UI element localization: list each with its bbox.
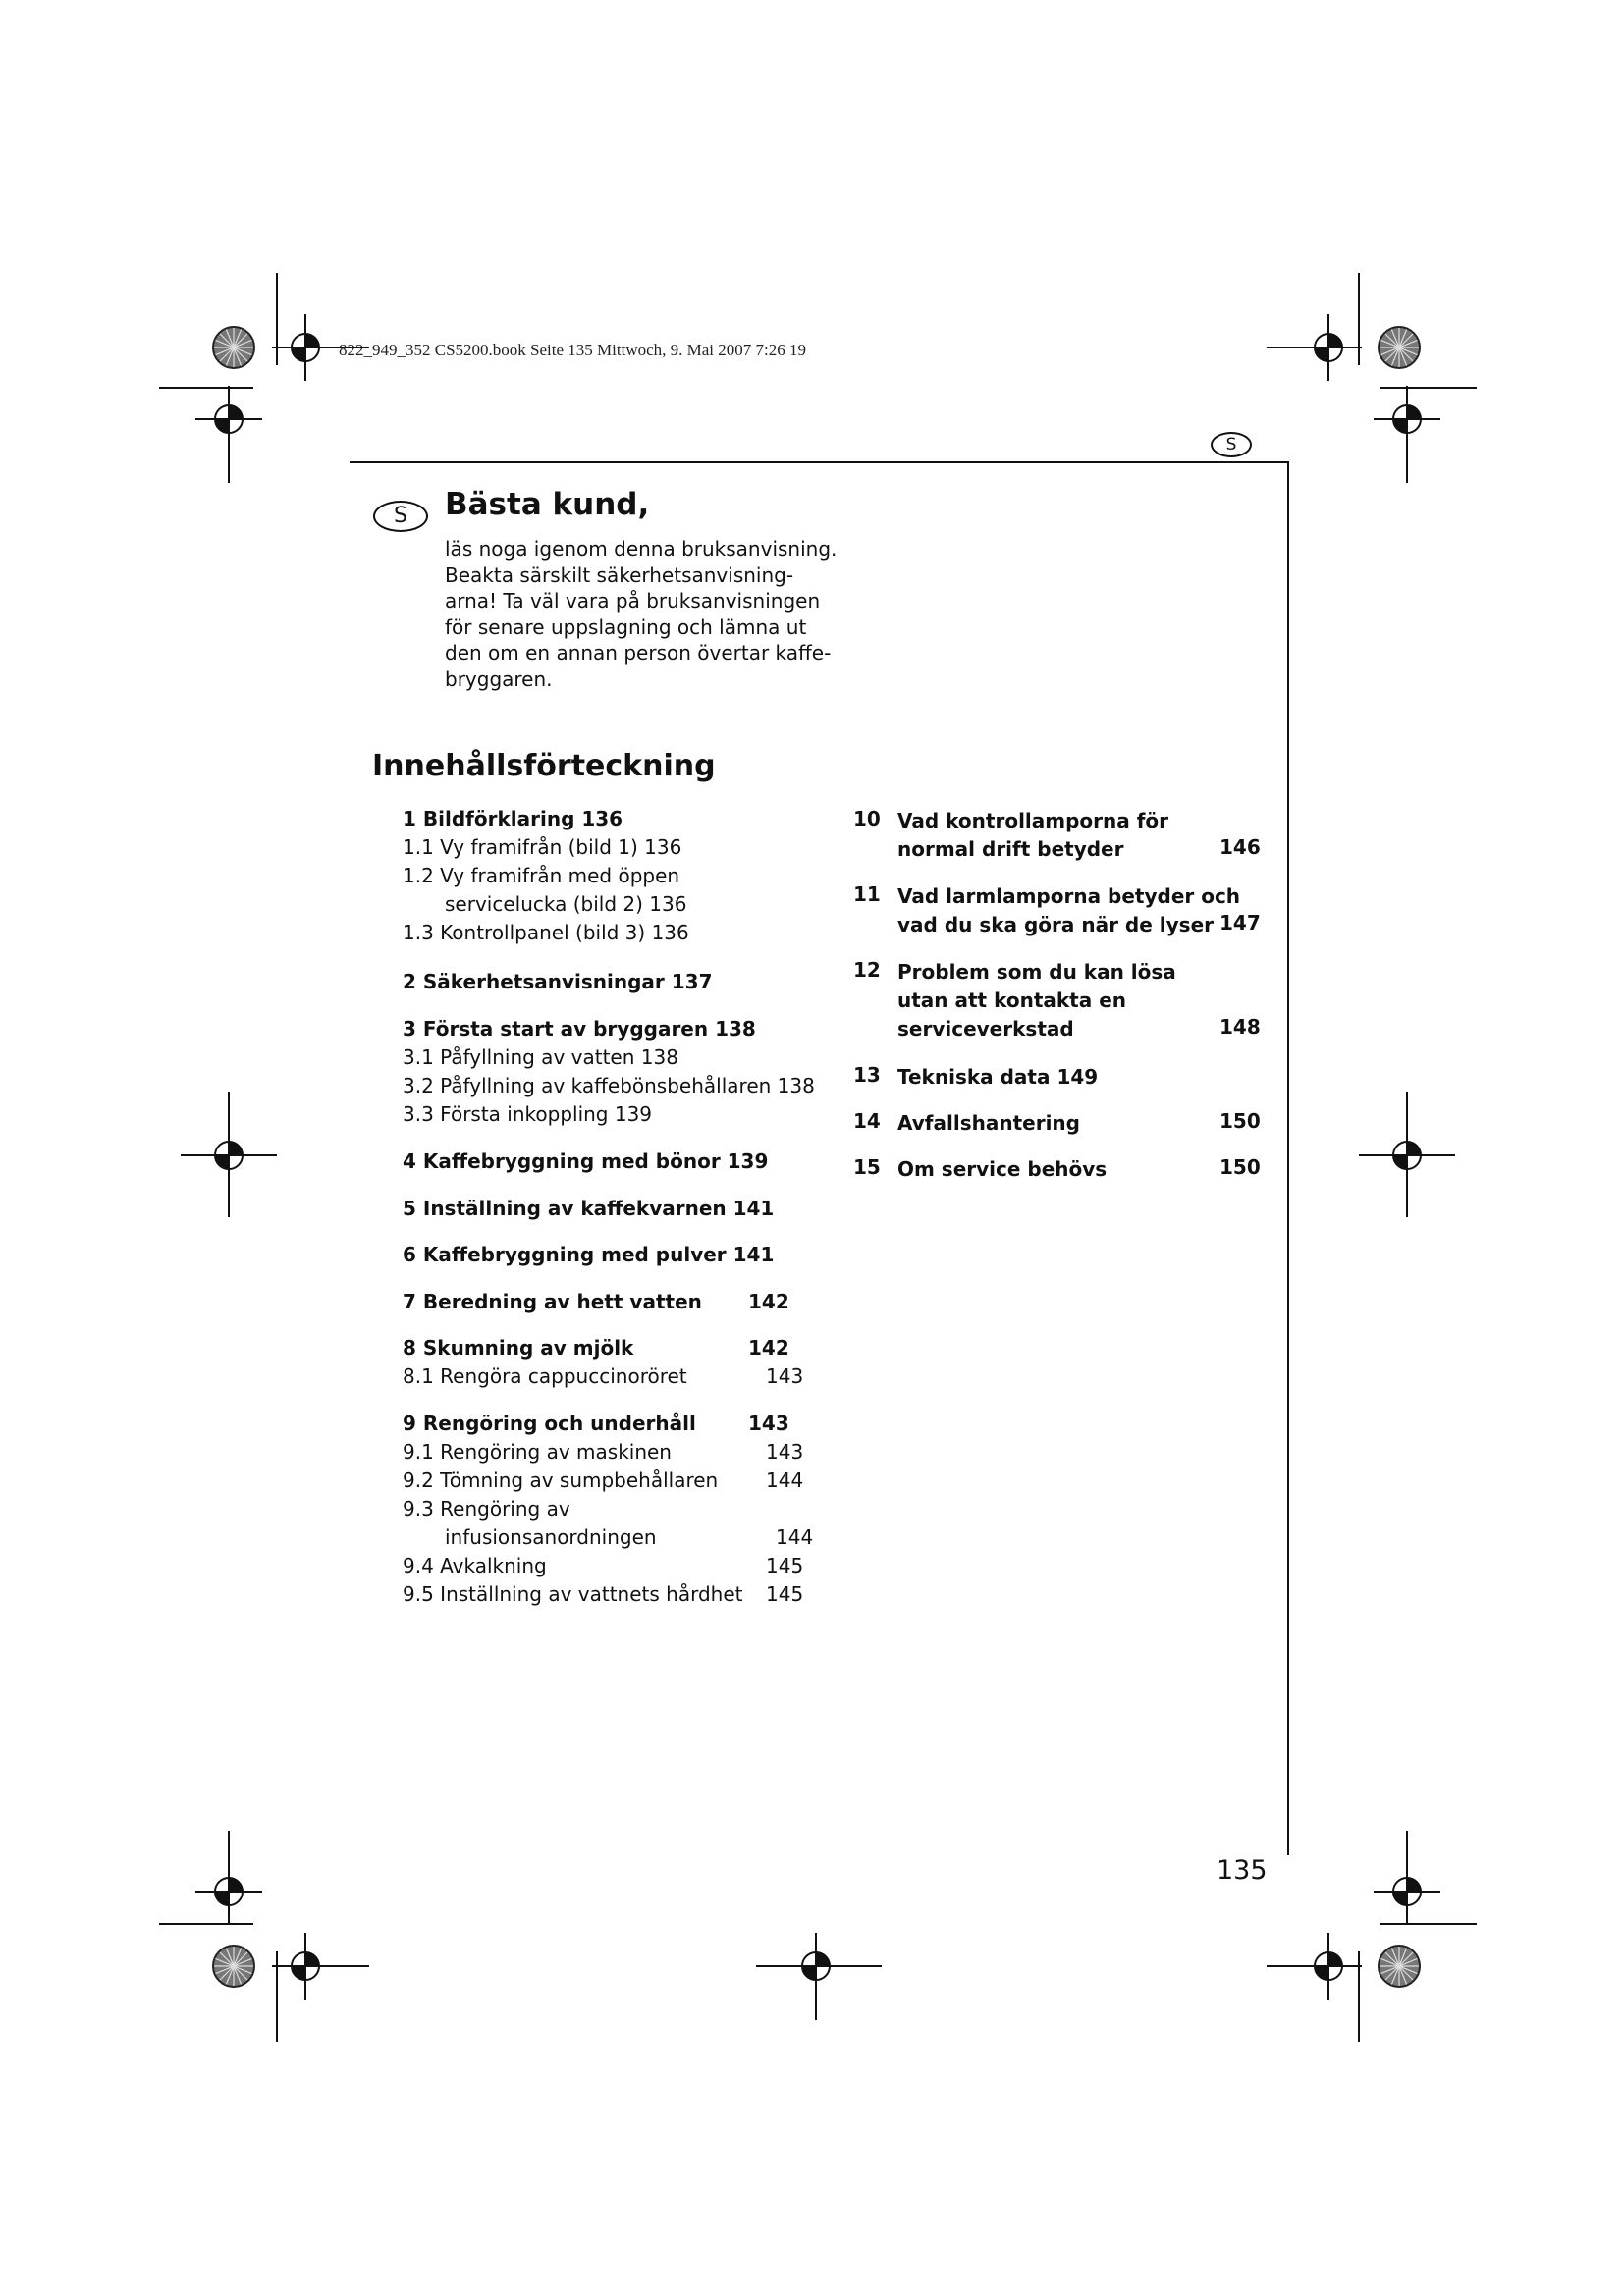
toc-entry[interactable]: 5 Inställning av kaffekvarnen 141: [403, 1197, 775, 1220]
toc-entry-page: 144: [766, 1468, 804, 1492]
right-rule: [1287, 461, 1289, 1855]
toc-entry-page: 148: [1219, 1015, 1261, 1039]
toc-entry-page: 142: [748, 1336, 789, 1360]
toc-entry[interactable]: 3 Första start av bryggaren 138: [403, 1017, 756, 1041]
toc-entry[interactable]: 8.1 Rengöra cappuccinoröret: [403, 1364, 687, 1388]
toc-title: Innehållsförteckning: [372, 749, 716, 783]
toc-entry[interactable]: 9 Rengöring och underhåll: [403, 1412, 696, 1435]
toc-entry[interactable]: 9.1 Rengöring av maskinen: [403, 1440, 672, 1464]
toc-entry-line: Om service behövs: [897, 1157, 1108, 1181]
toc-entry-number: 12: [853, 958, 881, 982]
toc-entry-number: 11: [853, 882, 881, 906]
toc-entry-line: vad du ska göra när de lyser: [897, 913, 1215, 936]
toc-entry[interactable]: 3.1 Påfyllning av vatten 138: [403, 1045, 678, 1069]
toc-entry-line: Vad larmlamporna betyder och: [897, 884, 1241, 908]
toc-entry-page: 143: [748, 1412, 789, 1435]
toc-entry[interactable]: 9.2 Tömning av sumpbehållaren: [403, 1468, 719, 1492]
toc-entry[interactable]: 1 Bildförklaring 136: [403, 807, 623, 830]
intro-line: för senare uppslagning och lämna ut: [445, 614, 807, 639]
toc-entry-page: 143: [766, 1440, 804, 1464]
toc-entry[interactable]: 1.2 Vy framifrån med öppen: [403, 864, 680, 887]
language-marker-top: S: [1211, 432, 1252, 457]
language-marker-heading: S: [373, 501, 428, 532]
intro-line: arna! Ta väl vara på bruksanvisningen: [445, 589, 821, 614]
toc-entry-line: utan att kontakta en: [897, 988, 1126, 1012]
toc-entry[interactable]: 2 Säkerhetsanvisningar 137: [403, 970, 713, 993]
page-number: 135: [1217, 1855, 1268, 1886]
toc-entry-line: Avfallshantering: [897, 1111, 1080, 1135]
toc-entry-line: normal drift betyder: [897, 837, 1124, 861]
toc-entry-page: 150: [1219, 1109, 1261, 1133]
toc-entry-line: serviceverkstad: [897, 1017, 1074, 1041]
toc-entry-page: 144: [776, 1525, 814, 1549]
toc-entry[interactable]: 9.4 Avkalkning: [403, 1554, 547, 1577]
toc-entry-page: 142: [748, 1290, 789, 1313]
toc-entry[interactable]: 1.3 Kontrollpanel (bild 3) 136: [403, 921, 689, 944]
toc-entry-number: 15: [853, 1155, 881, 1179]
top-rule: [350, 461, 1289, 463]
intro-paragraph: [445, 536, 838, 693]
intro-line: Beakta särskilt säkerhetsanvisning-: [445, 562, 794, 587]
toc-entry-page: 145: [766, 1582, 804, 1606]
toc-entry-number: 10: [853, 807, 881, 830]
toc-entry[interactable]: 3.3 Första inkoppling 139: [403, 1102, 653, 1126]
toc-entry[interactable]: 3.2 Påfyllning av kaffebönsbehållaren 138: [403, 1074, 815, 1097]
toc-entry[interactable]: 9.5 Inställning av vattnets hårdhet: [403, 1582, 743, 1606]
toc-entry-page: 145: [766, 1554, 804, 1577]
toc-entry-line: Problem som du kan lösa: [897, 960, 1176, 984]
toc-entry-page: 143: [766, 1364, 804, 1388]
print-header: 822_949_352 CS5200.book Seite 135 Mittwoch, 9. Mai 2007 7:26 19: [339, 341, 806, 359]
toc-entry-page: 150: [1219, 1155, 1261, 1179]
toc-entry[interactable]: infusionsanordningen: [445, 1525, 657, 1549]
toc-entry[interactable]: 6 Kaffebryggning med pulver 141: [403, 1243, 775, 1266]
toc-entry[interactable]: servicelucka (bild 2) 136: [445, 892, 687, 916]
toc-entry[interactable]: 4 Kaffebryggning med bönor 139: [403, 1149, 769, 1173]
greeting-title: Bästa kund,: [445, 487, 650, 522]
intro-line: bryggaren.: [445, 667, 553, 691]
intro-line: läs noga igenom denna bruksanvisning.: [445, 537, 838, 561]
intro-line: den om en annan person övertar kaffe-: [445, 641, 832, 666]
toc-entry-line: Tekniska data 149: [897, 1065, 1099, 1089]
toc-entry[interactable]: 8 Skumning av mjölk: [403, 1336, 634, 1360]
toc-entry-line: Vad kontrollamporna för: [897, 809, 1169, 832]
toc-entry-page: 147: [1219, 911, 1261, 934]
toc-entry-number: 13: [853, 1063, 881, 1087]
toc-entry-number: 14: [853, 1109, 881, 1133]
toc-entry[interactable]: 7 Beredning av hett vatten: [403, 1290, 702, 1313]
toc-entry[interactable]: 1.1 Vy framifrån (bild 1) 136: [403, 835, 682, 859]
toc-entry[interactable]: 9.3 Rengöring av: [403, 1497, 570, 1521]
toc-entry-page: 146: [1219, 835, 1261, 859]
